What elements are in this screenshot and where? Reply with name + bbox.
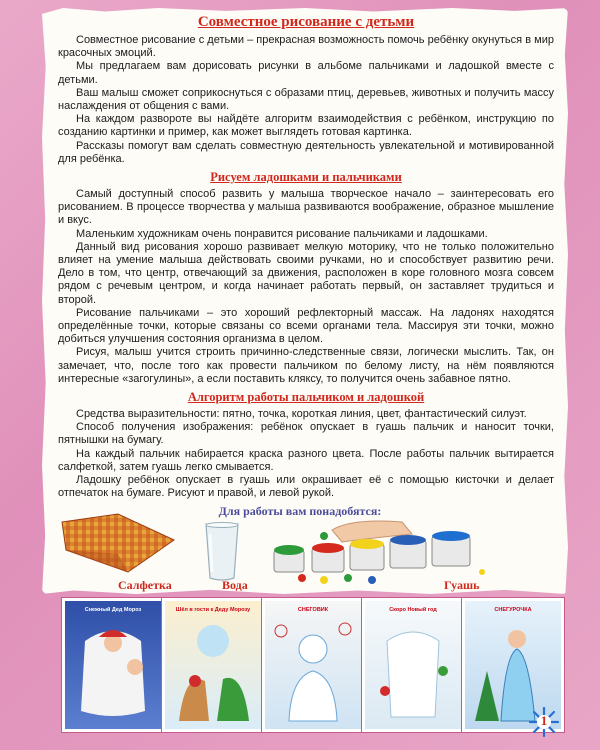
card-title: СНЕГОВИК: [297, 607, 329, 613]
example-card-3: [262, 598, 364, 732]
paragraph: Ладошку ребёнок опускает в гуашь или окрашивает её с помощью кисточки и делает отпечаток на бумаге. Рисуют и правой, и левой рукой.: [58, 474, 554, 500]
paragraph: Совместное рисование с детьми – прекрасная возможность помочь ребёнку окунуться в мир красочных эмоций.: [58, 34, 554, 60]
article: [58, 10, 554, 501]
card-picture: [65, 601, 161, 729]
gouache-paints-illustration: [262, 514, 512, 584]
material-label-water: Вода: [222, 578, 248, 592]
paragraph: Данный вид рисования хорошо развивает мелкую моторику, что не только положительно влияет на умение малыша действовать своими ручками, но и способствует развитию речи. Дело в том, что центр, отвечающий за движения, расположен в коре головного мозга совсем рядом с речевым центром, и когда начинает работать первый, он заставляет трудиться и второй.: [58, 240, 554, 306]
paragraph: Самый доступный способ развить у малыша творческое начало – заинтересовать его рисованием. В процессе творчества у малыша развиваются воображение, образное мышление и вкус.: [58, 188, 554, 227]
section-1-block: [58, 188, 554, 386]
card-title: Снежный Дед Мороз: [84, 607, 142, 613]
card-title: СНЕГУРОЧКА: [494, 607, 532, 613]
example-card-2: [162, 598, 264, 732]
section-title: Алгоритм работы пальчиком и ладошкой: [187, 390, 425, 405]
section-2-block: [58, 408, 554, 500]
card-picture: [265, 601, 361, 729]
paragraph: Рисование пальчиками – это хороший рефлекторный массаж. На ладонях находятся определённые точки, которые связаны со всеми органами тела. Массируя эти точки, можно добиться улучшения состояния организма в целом.: [58, 306, 554, 346]
example-card-4: [362, 598, 464, 732]
napkin-illustration: [58, 510, 178, 580]
paragraph: Способ получения изображения: ребёнок опускает в гуашь пальчик и наносит точки, пятнышки на бумагу.: [58, 421, 554, 447]
card-title: Скоро Новый год: [389, 607, 437, 613]
glass-illustration: [202, 522, 242, 582]
card-picture: [165, 601, 261, 729]
materials-title: Для работы вам понадобятся:: [218, 504, 382, 518]
card-picture: [365, 601, 461, 729]
paragraph: На каждом развороте вы найдёте алгоритм взаимодействия с ребёнком, инструкцию по созданию картинки и пример, как может выглядеть готовая картинка.: [58, 113, 554, 139]
paragraph: Ваш малыш сможет соприкоснуться с образами птиц, деревьев, животных и получить массу наслаждения от общения с вами.: [58, 86, 554, 113]
page-number: 1: [540, 713, 548, 728]
material-label-gouache: Гуашь: [444, 578, 480, 592]
section-title: Рисуем ладошками и пальчиками: [210, 170, 402, 185]
paragraph: На каждый пальчик набирается краска разного цвета. После работы пальчик вытирается салфеткой, затем гуашь легко смывается.: [58, 447, 554, 473]
material-label-napkin: Салфетка: [118, 578, 172, 592]
paragraph: Рисуя, малыш учится строить причинно-следственные связи, логически мыслить. Так, он замечает, что, после того как провести пальчиком по белому листу, на нём появляются интересные «загогулины», а если поставить кляксу, то получится очень забавное пятно.: [58, 346, 554, 385]
intro-block: [58, 34, 554, 166]
paragraph: Мы предлагаем вам дорисовать рисунки в альбоме пальчиками и ладошкой вместе с детьми.: [58, 60, 554, 86]
example-card-1: [62, 598, 164, 732]
paragraph: Рассказы помогут вам сделать совместную деятельность увлекательной и мотивированной для ребёнка.: [58, 139, 554, 165]
page-title: Совместное рисование с детьми: [197, 14, 415, 30]
paragraph: Средства выразительности: пятно, точка, короткая линия, цвет, фантастический силуэт.: [76, 408, 527, 421]
card-title: Шёл в гости к Деду Морозу: [175, 607, 251, 613]
paragraph: Маленьким художникам очень понравится рисование пальчиками и ладошками.: [76, 227, 488, 240]
